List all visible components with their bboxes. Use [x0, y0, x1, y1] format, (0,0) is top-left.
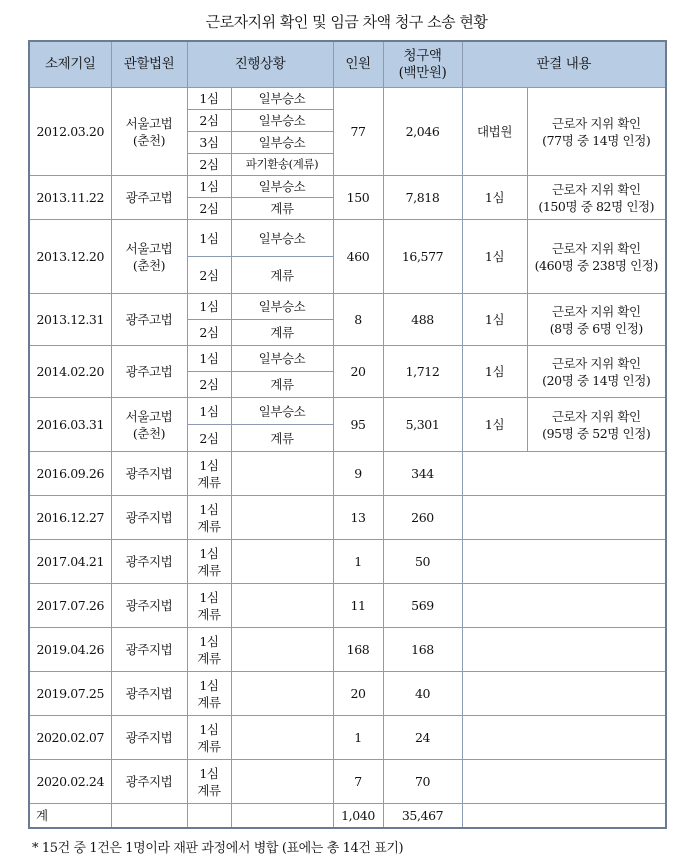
total-row: [29, 804, 666, 828]
header-progress: 진행상황: [187, 41, 333, 88]
cell-ruling-line1: 근로자 지위 확인: [551, 355, 641, 371]
cell-stage-status: 계류: [197, 606, 221, 622]
cell-ruling-line1: 근로자 지위 확인: [551, 115, 641, 131]
cell-ruling: [527, 294, 666, 346]
cell-empty: [111, 804, 187, 828]
cell-empty: [462, 496, 666, 540]
table-row: [29, 398, 666, 425]
cell-court: 광주지법: [111, 540, 187, 584]
cell-court-branch: (춘천): [132, 132, 166, 148]
cell-amount: 70: [383, 760, 462, 804]
cell-stage-status: 일부승소: [231, 88, 333, 110]
cell-stage-level: 1심: [199, 589, 219, 605]
cell-stage-level: 1심: [199, 545, 219, 561]
table-row: [29, 584, 666, 628]
cell-date: 2013.11.22: [29, 176, 111, 220]
cell-stage: [187, 672, 231, 716]
cell-stage: [187, 496, 231, 540]
cell-empty: [231, 716, 333, 760]
cell-stage-status: 계류: [231, 425, 333, 452]
cell-empty: [462, 804, 666, 828]
cell-date: 2020.02.24: [29, 760, 111, 804]
cell-court: [111, 220, 187, 294]
cell-stage-level: 1심: [199, 457, 219, 473]
cell-stage-level: 1심: [187, 176, 231, 198]
cell-ruling: [527, 220, 666, 294]
cell-people: 1: [333, 716, 383, 760]
cell-date: 2017.07.26: [29, 584, 111, 628]
table-row: [29, 496, 666, 540]
cell-stage-level: 2심: [187, 320, 231, 346]
cell-stage-status: 계류: [231, 198, 333, 220]
cell-date: 2020.02.07: [29, 716, 111, 760]
cell-ruling: [527, 398, 666, 452]
cell-amount: 344: [383, 452, 462, 496]
cell-people: 168: [333, 628, 383, 672]
cell-stage-level: 1심: [199, 721, 219, 737]
cell-date: 2017.04.21: [29, 540, 111, 584]
cell-ruling-line2: (150명 중 82명 인정): [538, 198, 655, 214]
cell-stage: [187, 716, 231, 760]
cell-ruling-line1: 근로자 지위 확인: [551, 181, 641, 197]
cell-ruling-line2: (77명 중 14명 인정): [542, 132, 651, 148]
cell-stage-status: 일부승소: [231, 398, 333, 425]
cell-ruling-line2: (460명 중 238명 인정): [534, 257, 658, 273]
header-amount-line2: (백만원): [398, 64, 447, 81]
cell-court-name: 서울고법: [125, 240, 173, 256]
cell-stage-level: 2심: [187, 198, 231, 220]
cell-stage-status: 파기환송(계류): [231, 154, 333, 176]
cell-stage-level: 2심: [187, 372, 231, 398]
cell-date: 2019.04.26: [29, 628, 111, 672]
header-ruling: 판결 내용: [462, 41, 666, 88]
cell-stage: [187, 452, 231, 496]
cell-date: 2013.12.20: [29, 220, 111, 294]
cell-empty: [462, 628, 666, 672]
cell-empty: [462, 540, 666, 584]
cell-stage-level: 2심: [187, 257, 231, 294]
cell-date: 2016.03.31: [29, 398, 111, 452]
cell-stage-status: 일부승소: [231, 346, 333, 372]
cell-court: 광주지법: [111, 760, 187, 804]
cell-ruling-level: 1심: [462, 398, 527, 452]
cell-court: 광주지법: [111, 716, 187, 760]
cell-people: 7: [333, 760, 383, 804]
cell-court-branch: (춘천): [132, 257, 166, 273]
cell-stage-status: 일부승소: [231, 110, 333, 132]
cell-court: 광주고법: [111, 294, 187, 346]
lawsuit-status-table: [28, 40, 667, 829]
cell-ruling-line1: 근로자 지위 확인: [551, 408, 641, 424]
cell-stage-level: 3심: [187, 132, 231, 154]
footnote: * 15건 중 1건은 1명이라 재판 과정에서 병합 (표에는 총 14건 표기): [32, 841, 404, 856]
cell-amount: 569: [383, 584, 462, 628]
cell-ruling: [527, 88, 666, 176]
cell-amount: 7,818: [383, 176, 462, 220]
cell-stage-level: 1심: [187, 294, 231, 320]
cell-stage-status: 계류: [197, 782, 221, 798]
cell-amount: 50: [383, 540, 462, 584]
table-row: [29, 220, 666, 257]
cell-people: 11: [333, 584, 383, 628]
cell-stage-level: 1심: [187, 346, 231, 372]
cell-people: 20: [333, 346, 383, 398]
cell-stage: [187, 584, 231, 628]
cell-date: 2014.02.20: [29, 346, 111, 398]
cell-stage-status: 계류: [231, 257, 333, 294]
cell-stage-status: 계류: [197, 738, 221, 754]
cell-amount: 168: [383, 628, 462, 672]
cell-empty: [462, 452, 666, 496]
cell-ruling-level: 1심: [462, 220, 527, 294]
cell-empty: [462, 716, 666, 760]
cell-court: 광주지법: [111, 496, 187, 540]
cell-stage-status: 계류: [197, 694, 221, 710]
header-court: 관할법원: [111, 41, 187, 88]
cell-ruling: [527, 346, 666, 398]
cell-people: 95: [333, 398, 383, 452]
cell-amount: 488: [383, 294, 462, 346]
cell-empty: [187, 804, 231, 828]
header-amount-line1: 청구액: [403, 47, 442, 64]
cell-court: 광주지법: [111, 672, 187, 716]
cell-empty: [231, 540, 333, 584]
table-row: [29, 760, 666, 804]
cell-ruling-level: 1심: [462, 346, 527, 398]
table-row: [29, 176, 666, 198]
cell-people: 13: [333, 496, 383, 540]
cell-amount: 2,046: [383, 88, 462, 176]
cell-stage-status: 계류: [197, 518, 221, 534]
cell-ruling-line2: (8명 중 6명 인정): [549, 320, 643, 336]
header-people: 인원: [333, 41, 383, 88]
cell-empty: [231, 804, 333, 828]
cell-date: 2016.09.26: [29, 452, 111, 496]
cell-amount: 260: [383, 496, 462, 540]
cell-amount: 16,577: [383, 220, 462, 294]
cell-stage-level: 1심: [199, 633, 219, 649]
cell-amount: 24: [383, 716, 462, 760]
cell-stage-level: 1심: [187, 88, 231, 110]
cell-court-branch: (춘천): [132, 425, 166, 441]
table-row: [29, 672, 666, 716]
cell-empty: [462, 760, 666, 804]
cell-ruling-line2: (20명 중 14명 인정): [542, 372, 651, 388]
cell-date: 2016.12.27: [29, 496, 111, 540]
cell-empty: [231, 496, 333, 540]
cell-court-name: 서울고법: [125, 408, 173, 424]
cell-stage-status: 계류: [197, 562, 221, 578]
cell-stage-level: 1심: [199, 765, 219, 781]
header-amount: [383, 41, 462, 88]
cell-stage-status: 계류: [197, 474, 221, 490]
cell-stage-level: 2심: [187, 154, 231, 176]
cell-stage-status: 일부승소: [231, 132, 333, 154]
cell-amount: 1,712: [383, 346, 462, 398]
cell-people: 460: [333, 220, 383, 294]
cell-stage-level: 2심: [187, 110, 231, 132]
cell-people: 20: [333, 672, 383, 716]
cell-ruling-level: 대법원: [462, 88, 527, 176]
header-filed: 소제기일: [29, 41, 111, 88]
cell-date: 2013.12.31: [29, 294, 111, 346]
cell-empty: [231, 628, 333, 672]
cell-stage: [187, 628, 231, 672]
cell-stage-status: 일부승소: [231, 220, 333, 257]
cell-total-amount: 35,467: [383, 804, 462, 828]
cell-court: 광주지법: [111, 584, 187, 628]
table-row: [29, 88, 666, 110]
cell-empty: [231, 672, 333, 716]
cell-total-people: 1,040: [333, 804, 383, 828]
cell-ruling-line1: 근로자 지위 확인: [551, 240, 641, 256]
cell-court: 광주고법: [111, 176, 187, 220]
cell-stage-status: 계류: [197, 650, 221, 666]
cell-stage-level: 1심: [199, 501, 219, 517]
cell-amount: 5,301: [383, 398, 462, 452]
cell-ruling: [527, 176, 666, 220]
cell-stage: [187, 540, 231, 584]
cell-empty: [231, 584, 333, 628]
cell-ruling-level: 1심: [462, 176, 527, 220]
cell-people: 1: [333, 540, 383, 584]
cell-people: 9: [333, 452, 383, 496]
cell-people: 8: [333, 294, 383, 346]
cell-empty: [462, 672, 666, 716]
cell-stage-level: 1심: [187, 398, 231, 425]
cell-people: 150: [333, 176, 383, 220]
cell-empty: [231, 452, 333, 496]
cell-stage: [187, 760, 231, 804]
cell-court: 광주고법: [111, 346, 187, 398]
cell-amount: 40: [383, 672, 462, 716]
cell-total-label: 계: [29, 804, 111, 828]
cell-stage-level: 1심: [187, 220, 231, 257]
cell-court: 광주지법: [111, 628, 187, 672]
table-row: [29, 628, 666, 672]
cell-stage-level: 2심: [187, 425, 231, 452]
cell-people: 77: [333, 88, 383, 176]
table-row: [29, 294, 666, 320]
table-row: [29, 346, 666, 372]
cell-stage-level: 1심: [199, 677, 219, 693]
cell-court-name: 서울고법: [125, 115, 173, 131]
cell-ruling-level: 1심: [462, 294, 527, 346]
cell-court: 광주지법: [111, 452, 187, 496]
cell-ruling-line1: 근로자 지위 확인: [551, 303, 641, 319]
cell-stage-status: 계류: [231, 372, 333, 398]
cell-stage-status: 일부승소: [231, 294, 333, 320]
cell-stage-status: 계류: [231, 320, 333, 346]
cell-court: [111, 398, 187, 452]
cell-empty: [462, 584, 666, 628]
table-row: [29, 452, 666, 496]
cell-empty: [231, 760, 333, 804]
table-row: [29, 540, 666, 584]
cell-ruling-line2: (95명 중 52명 인정): [542, 425, 651, 441]
table-title: 근로자지위 확인 및 임금 차액 청구 소송 현황: [205, 13, 488, 31]
cell-court: [111, 88, 187, 176]
header-row: [29, 41, 666, 88]
cell-stage-status: 일부승소: [231, 176, 333, 198]
cell-date: 2019.07.25: [29, 672, 111, 716]
table-row: [29, 716, 666, 760]
cell-date: 2012.03.20: [29, 88, 111, 176]
